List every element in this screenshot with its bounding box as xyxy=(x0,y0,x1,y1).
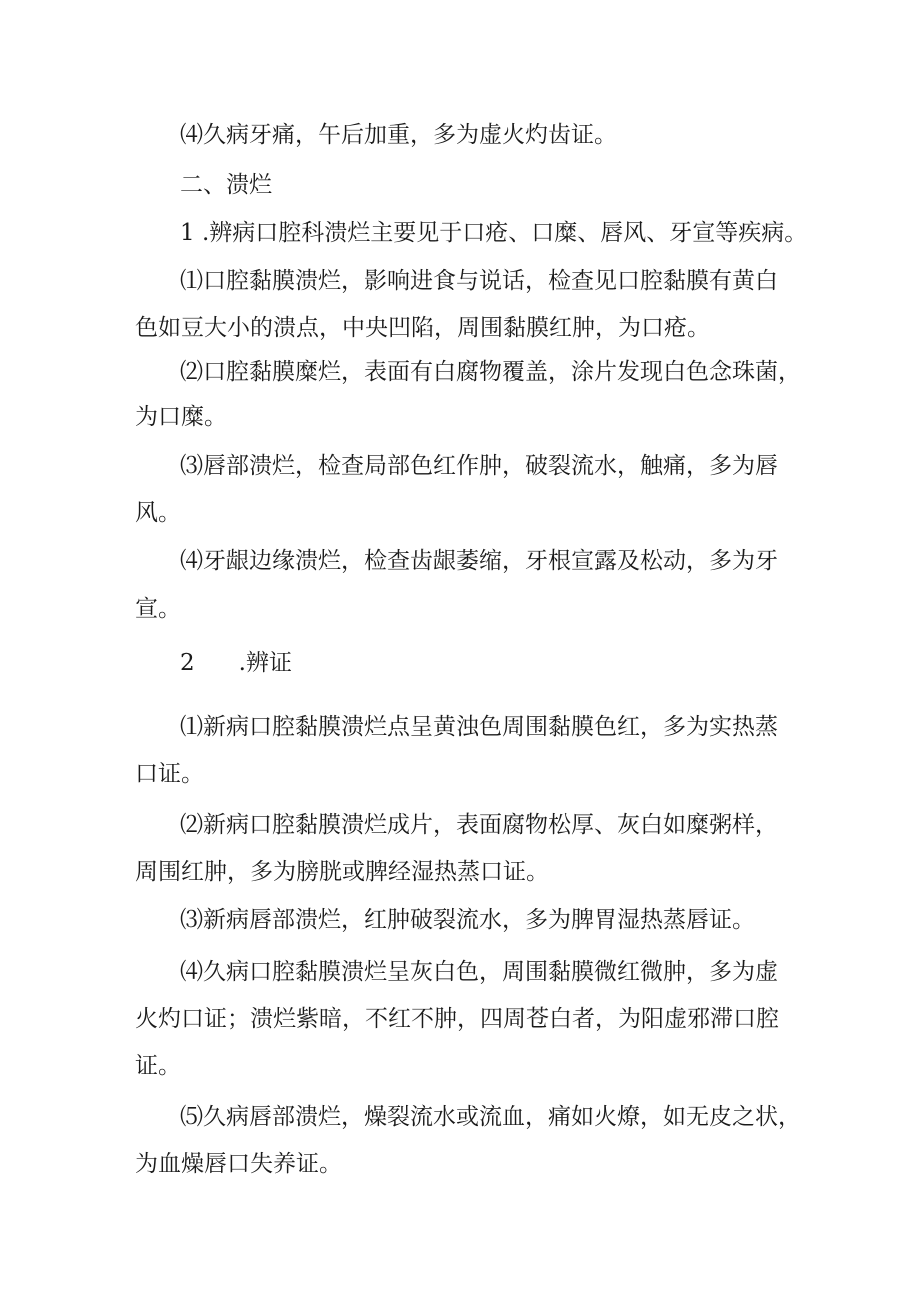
paragraph-line: 为口糜。 xyxy=(135,404,227,430)
subsection-heading-diagnosis: 1 .辨病口腔科溃烂主要见于口疮、口糜、唇风、牙宣等疾病。 xyxy=(180,220,808,246)
paragraph-line: 风。 xyxy=(135,500,181,526)
subsection-heading-syndrome xyxy=(180,648,292,678)
paragraph-line: 口证。 xyxy=(135,761,204,787)
paragraph-line: ⑶新病唇部溃烂，红肿破裂流水，多为脾胃湿热蒸唇证。 xyxy=(180,907,755,933)
paragraph-line: 宣。 xyxy=(135,596,181,622)
paragraph-line: 火灼口证；溃烂紫暗，不红不肿，四周苍白者，为阳虚邪滞口腔 xyxy=(135,1006,779,1032)
paragraph-line: ⑴新病口腔黏膜溃烂点呈黄浊色周围黏膜色红，多为实热蒸 xyxy=(180,714,778,740)
paragraph-line: ⑸久病唇部溃烂，燥裂流水或流血，痛如火燎，如无皮之状， xyxy=(180,1104,801,1130)
paragraph-line: ⑵新病口腔黏膜溃烂成片，表面腐物松厚、灰白如糜粥样， xyxy=(180,812,778,838)
subsection-number: 2 xyxy=(180,650,195,676)
paragraph-line: ⑶唇部溃烂，检查局部色红作肿，破裂流水，触痛，多为唇 xyxy=(180,453,778,479)
section-heading-ulcer: 二、溃烂 xyxy=(180,172,272,198)
paragraph-line: 证。 xyxy=(135,1053,181,1079)
paragraph-line: 周围红肿，多为膀胱或脾经湿热蒸口证。 xyxy=(135,859,549,885)
paragraph-line: ⑵口腔黏膜糜烂，表面有白腐物覆盖，涂片发现白色念珠菌， xyxy=(180,359,801,385)
paragraph-line-toothache: ⑷久病牙痛，午后加重，多为虚火灼齿证。 xyxy=(180,122,617,148)
paragraph-line: 为血燥唇口失养证。 xyxy=(135,1151,342,1177)
paragraph-line: 色如豆大小的溃点，中央凹陷，周围黏膜红肿，为口疮。 xyxy=(135,315,710,341)
paragraph-line: ⑴口腔黏膜溃烂，影响进食与说话，检查见口腔黏膜有黄白 xyxy=(180,268,778,294)
paragraph-line: ⑷久病口腔黏膜溃烂呈灰白色，周围黏膜微红微肿，多为虚 xyxy=(180,959,778,985)
paragraph-line: ⑷牙龈边缘溃烂，检查齿龈萎缩，牙根宣露及松动，多为牙 xyxy=(180,548,778,574)
subsection-title: .辨证 xyxy=(238,650,292,676)
